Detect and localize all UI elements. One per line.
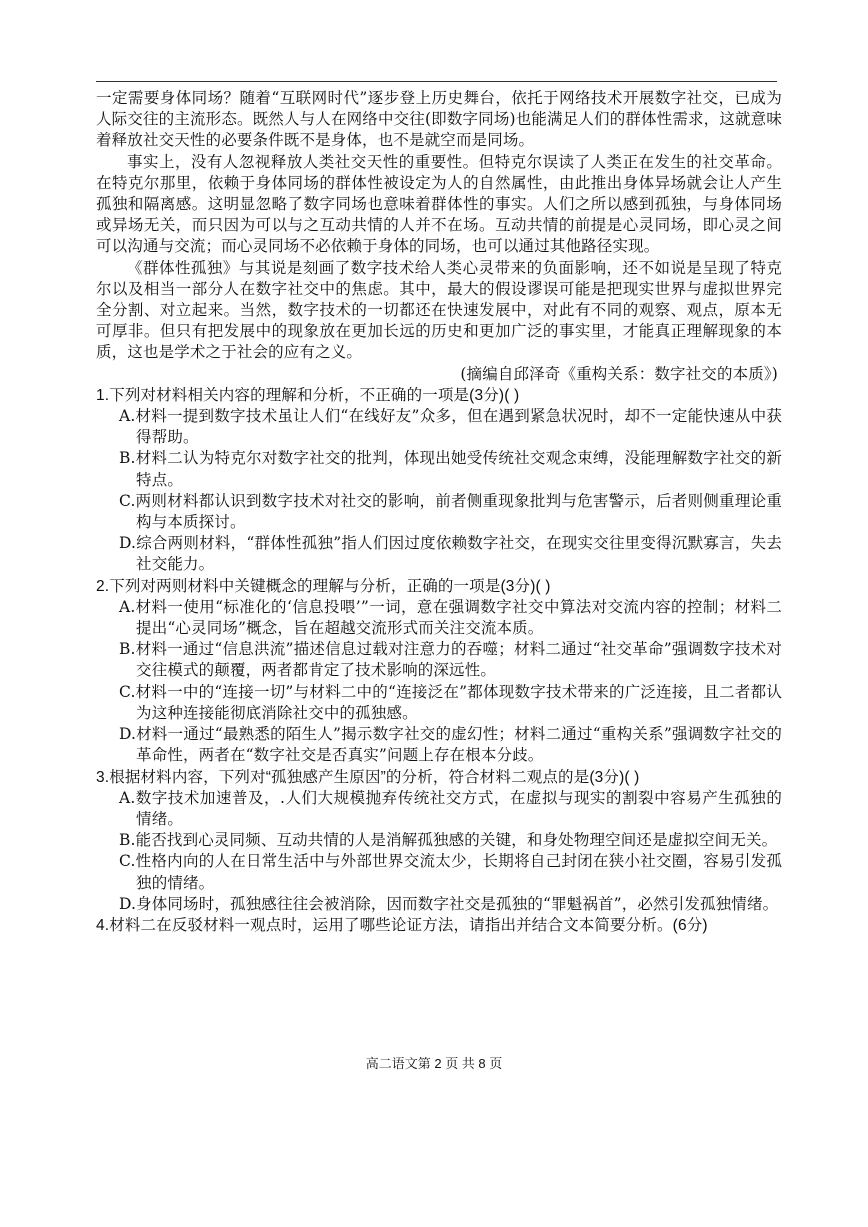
question-stem: 4.材料二在反驳材料一观点时，运用了哪些论证方法，请指出并结合文本简要分析。(6分) [96, 916, 708, 934]
option-a: A.材料一使用“标准化的‘信息投喂’”一词，意在强调数字社交中算法对交流内容的控制；材料二提出“心灵同场”概念，旨在超越交流形式而关注交流本质。 [119, 597, 782, 638]
passage-paragraph-1: 一定需要身体同场？随着“互联网时代”逐步登上历史舞台，依托于网络技术开展数字社交，已成为人际交往的主流形态。既然人与人在网络中交往(即数字同场)也能满足人们的群体性需求，这就意味着释放社交天性的必要条件既不是身体，也不是就空而是同场。 [96, 89, 782, 150]
option-c: C.性格内向的人在日常生活中与外部世界交流太少，长期将自己封闭在狭小社交圈，容易引发孤独的情绪。 [119, 852, 782, 892]
option-b: B.材料一通过“信息洪流”描述信息过载对注意力的吞噬；材料二通过“社交革命”强调数字技术对交往模式的颠覆，两者都肯定了技术影响的深远性。 [119, 640, 782, 680]
option-c: C.两则材料都认识到数字技术对社交的影响，前者侧重现象批判与危害警示，后者则侧重理论重构与本质探讨。 [119, 491, 782, 532]
question-stem: 2.下列对两则材料中关键概念的理解与分析，正确的一项是(3分)( ) [96, 577, 551, 595]
page-content [96, 88, 782, 936]
question-2 [96, 576, 782, 767]
question-stem: 1.下列对材料相关内容的理解和分析，不正确的一项是(3分)( ) [96, 386, 520, 404]
passage-source: (摘编自邱泽奇《重构关系：数字社交的本质》) [460, 364, 778, 383]
option-a: A.数字技术加速普及，.人们大规模抛弃传统社交方式，在虚拟与现实的割裂中容易产生孤独的情绪。 [119, 788, 782, 828]
option-d: D.身体同场时，孤独感往往会被消除，因而数字社交是孤独的“罪魁祸首”，必然引发孤独情绪。 [119, 894, 779, 913]
question-stem: 3.根据材料内容，下列对“孤独感产生原因”的分析，符合材料二观点的是(3分)( ) [96, 768, 640, 786]
option-a: A.材料一提到数字技术虽让人们“在线好友”众多，但在遇到紧急状况时，却不一定能快速从中获得帮助。 [119, 407, 782, 447]
question-1 [96, 385, 782, 576]
passage-paragraph-2: 事实上，没有人忽视释放人类社交天性的重要性。但特克尔误读了人类正在发生的社交革命。在特克尔那里，依赖于身体同场的群体性被设定为人的自然属性，由此推出身体异场就会让人产生孤独和隔离感。这明显忽略了数字同场也意味着群体性的事实。人们之所以感到孤独，与身体同场或异场无关，而只因为可以与之互动共情的人并不在场。互动共情的前提是心灵同场，即心灵之间可以沟通与交流；而心灵同场不必依赖于身体的同场，也可以通过其他路径实现。 [96, 152, 782, 256]
option-c: C.材料一中的“连接一切”与材料二中的“连接泛在”都体现数字技术带来的广泛连接，且二者都认为这种连接能彻底消除社交中的孤独感。 [119, 682, 782, 722]
header-rule [96, 81, 777, 82]
option-b: B.能否找到心灵同频、互动共情的人是消解孤独感的关键，和身处物理空间还是虚拟空间无关。 [119, 831, 778, 850]
option-d: D.综合两则材料，“群体性孤独”指人们因过度依赖数字社交，在现实交往里变得沉默寡言，失去社交能力。 [119, 534, 782, 574]
question-4 [96, 915, 782, 936]
option-b: B.材料二认为特克尔对数字社交的批判，体现出她受传统社交观念束缚，没能理解数字社交的新特点。 [119, 449, 782, 489]
page-footer: 高二语文第 2 页 共 8 页 [365, 1056, 503, 1071]
option-d: D.材料一通过“最熟悉的陌生人”揭示数字社交的虚幻性；材料二通过“重构关系”强调数字社交的革命性，两者在“数字社交是否真实”问题上存在根本分歧。 [119, 725, 782, 765]
passage-paragraph-3: 《群体性孤独》与其说是刻画了数字技术给人类心灵带来的负面影响，还不如说是呈现了特克尔以及相当一部分人在数字社交中的焦虑。其中，最大的假设谬误可能是把现实世界与虚拟世界完全分割、对立起来。当然，数字技术的一切都还在快速发展中，对此有不同的观察、观点，原本无可厚非。但只有把发展中的现象放在更加长远的历史和更加广泛的事实里，才能真正理解现象的本质，这也是学术之于社会的应有之义。 [96, 258, 782, 362]
question-3 [96, 767, 782, 915]
